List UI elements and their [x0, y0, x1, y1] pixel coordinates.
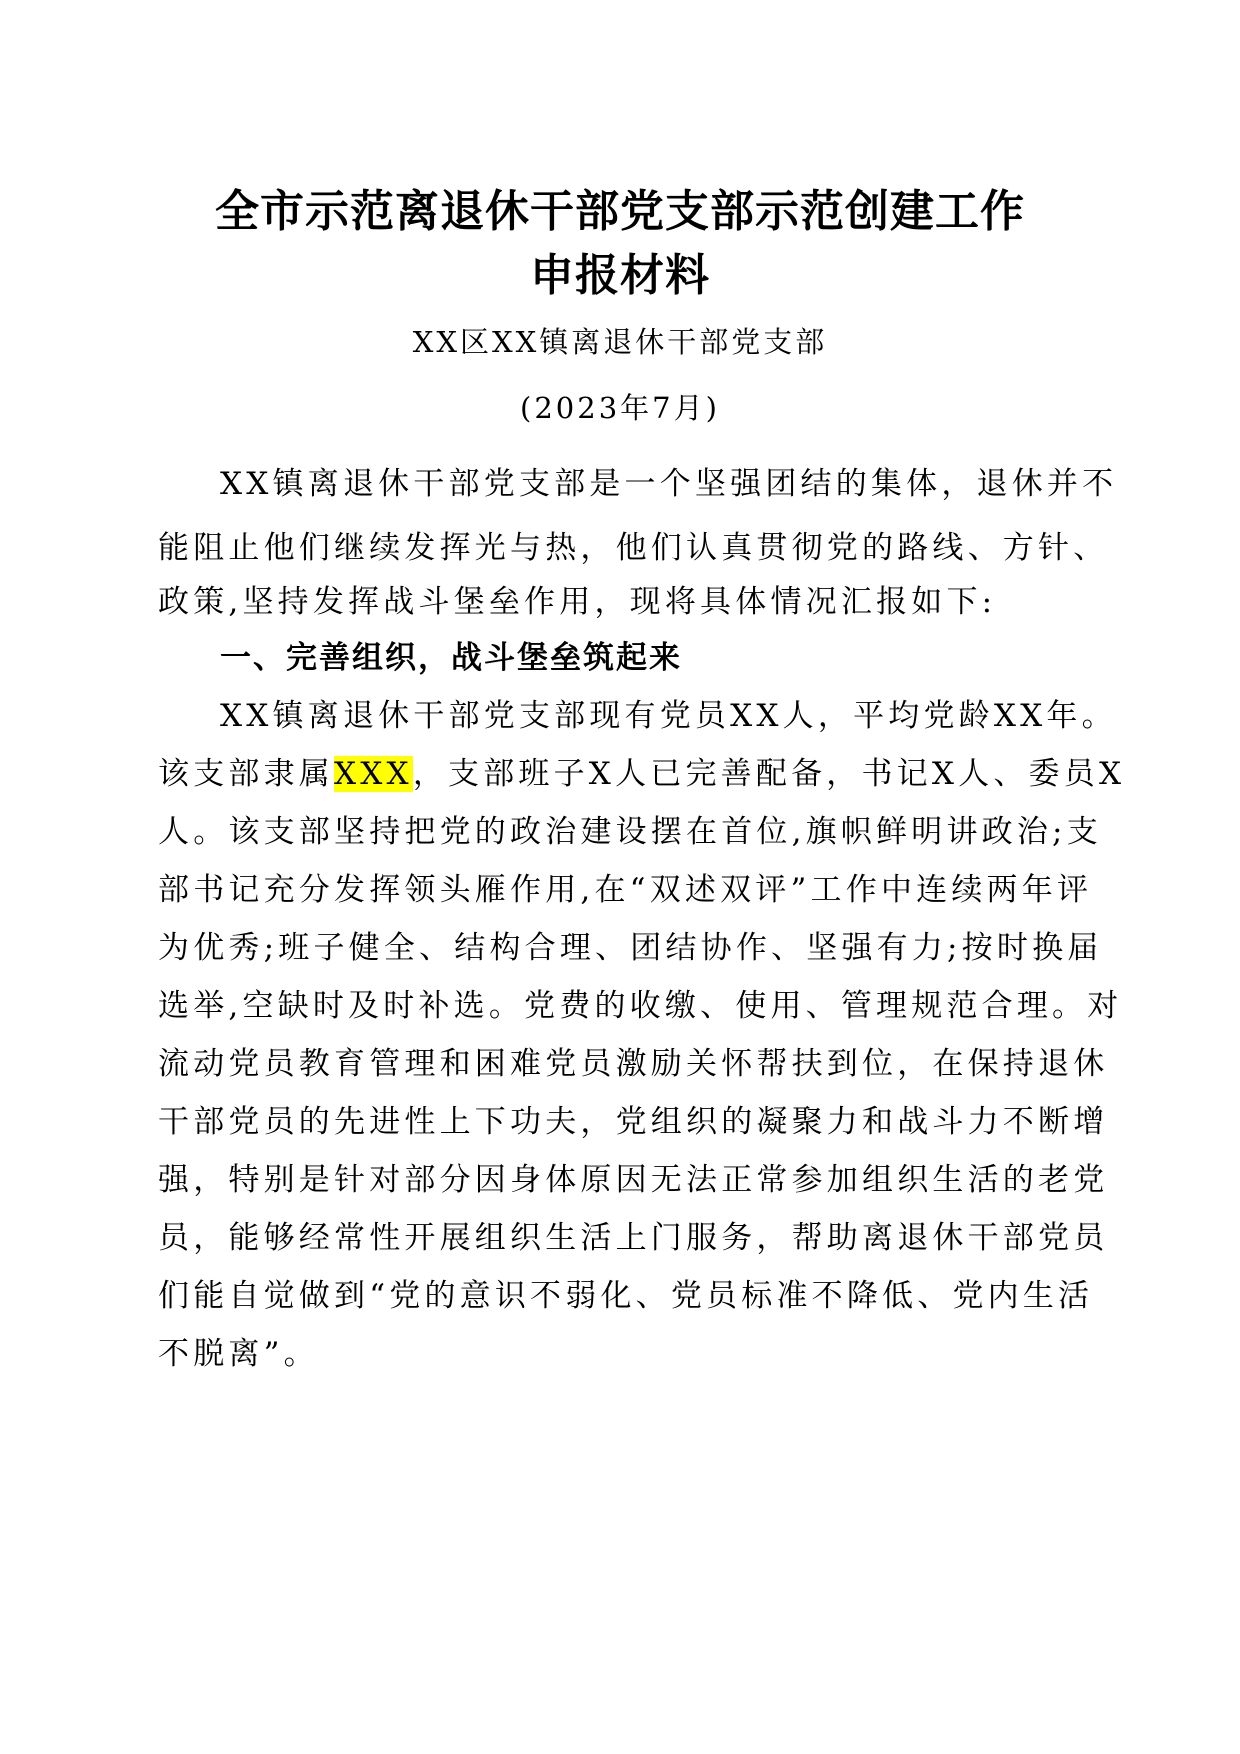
paragraph-line: 强，特别是针对部分因身体原因无法正常参加组织生活的老党	[158, 1162, 1109, 1198]
paragraph-line: 部书记充分发挥领头雁作用,在“双述双评”工作中连续两年评	[158, 872, 1093, 908]
paragraph-line: 不脱离”。	[158, 1336, 319, 1372]
intro-line: XX镇离退休干部党支部是一个坚强团结的集体，退休并不	[220, 466, 1118, 502]
paragraph-line: 流动党员教育管理和困难党员激励关怀帮扶到位，在保持退休	[158, 1046, 1109, 1082]
document-date: (2023年7月)	[520, 391, 720, 425]
paragraph-line: 干部党员的先进性上下功夫，党组织的凝聚力和战斗力不断增	[158, 1104, 1109, 1140]
paragraph-line: 人。该支部坚持把党的政治建设摆在首位,旗帜鲜明讲政治;支	[158, 814, 1102, 850]
organization-name: XX区XX镇离退休干部党支部	[412, 325, 828, 359]
paragraph-text: ，支部班子X人已完善配备，书记X人、委员X	[412, 756, 1126, 792]
document-title-line-1: 全市示范离退休干部党支部示范创建工作	[215, 186, 1025, 237]
paragraph-line: 员，能够经常性开展组织生活上门服务，帮助离退休干部党员	[158, 1220, 1109, 1256]
intro-line: 政策,坚持发挥战斗堡垒作用，现将具体情况汇报如下:	[158, 584, 997, 620]
paragraph-line: 们能自觉做到“党的意识不弱化、党员标准不降低、党内生活	[158, 1278, 1094, 1314]
highlighted-placeholder: XXX	[334, 756, 413, 792]
paragraph-line: XX镇离退休干部党支部现有党员XX人，平均党龄XX年。	[220, 698, 1117, 734]
document-title-line-2: 申报材料	[530, 250, 710, 301]
intro-line: 能阻止他们继续发挥光与热，他们认真贯彻党的路线、方针、	[158, 530, 1109, 566]
section-heading: 一、完善组织，战斗堡垒筑起来	[220, 640, 682, 676]
paragraph-line: 为优秀;班子健全、结构合理、团结协作、坚强有力;按时换届	[158, 930, 1103, 966]
paragraph-line: 选举,空缺时及时补选。党费的收缴、使用、管理规范合理。对	[158, 988, 1123, 1024]
paragraph-line-with-highlight	[158, 752, 1126, 796]
paragraph-text: 该支部隶属	[158, 756, 334, 792]
